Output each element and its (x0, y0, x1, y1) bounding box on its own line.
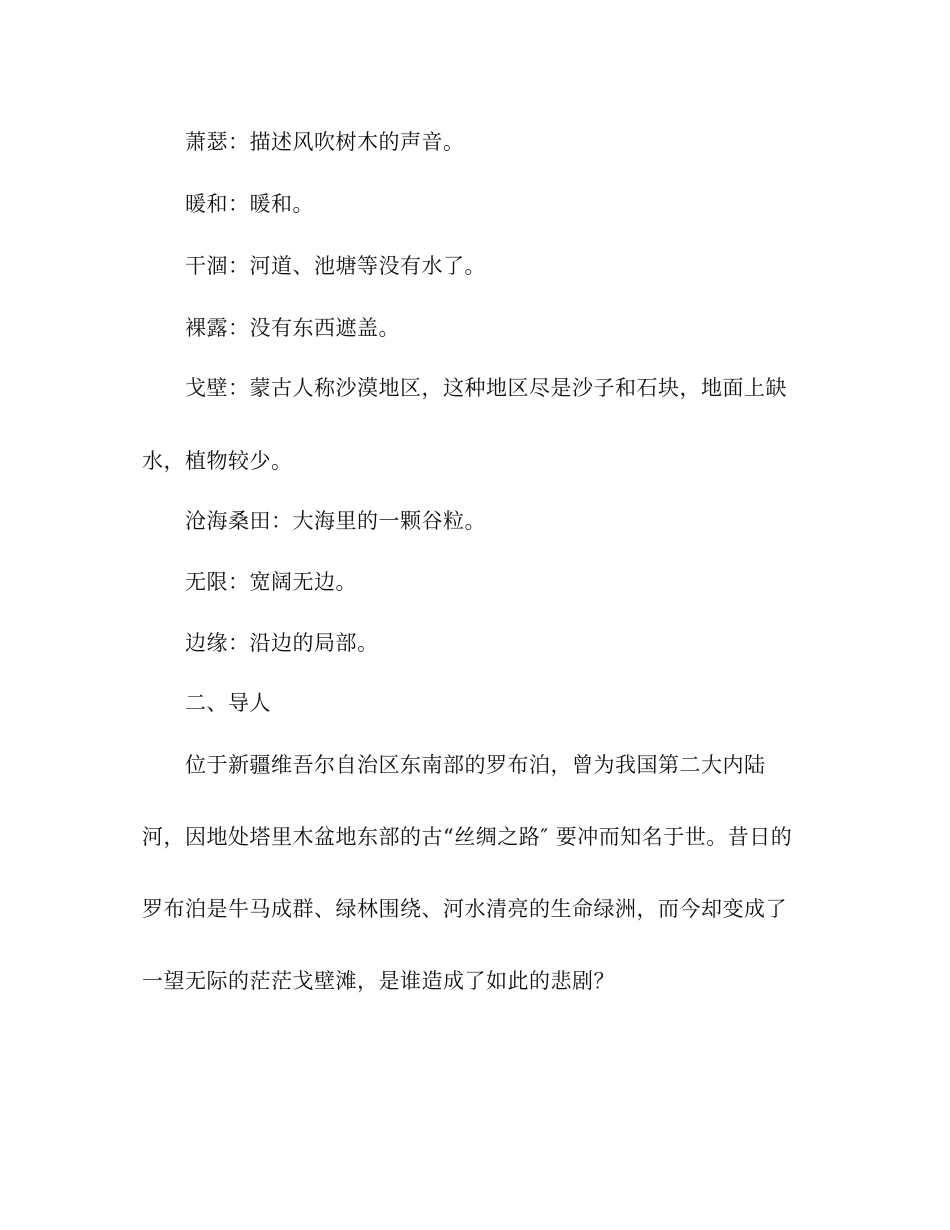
vocab-entry-luolu: 裸露：没有东西遮盖。 (185, 316, 400, 340)
vocab-entry-gebi-continued: 水，植物较少。 (142, 449, 293, 473)
intro-paragraph-line-4: 一望无际的茫茫戈壁滩，是谁造成了如此的悲剧？ (142, 969, 615, 993)
vocab-entry-wuxian: 无限：宽阔无边。 (185, 570, 357, 594)
intro-paragraph-line-3: 罗布泊是牛马成群、绿林围绕、河水清亮的生命绿洲，而今却变成了 (142, 897, 787, 921)
vocab-entry-gebi: 戈壁：蒙古人称沙漠地区，这种地区尽是沙子和石块，地面上缺 (185, 376, 787, 400)
vocab-entry-nuanhuo: 暖和：暖和。 (185, 192, 314, 216)
section-heading: 二、导人 (185, 691, 271, 715)
vocab-entry-canghai: 沧海桑田：大海里的一颗谷粒。 (185, 509, 486, 533)
vocab-entry-bianyuan: 边缘：沿边的局部。 (185, 631, 379, 655)
intro-paragraph-line-2: 河，因地处塔里木盆地东部的古“丝绸之路″ 要冲而知名于世。昔日的 (142, 825, 793, 849)
intro-paragraph-line-1: 位于新疆维吾尔自治区东南部的罗布泊，曾为我国第二大内陆 (185, 753, 766, 777)
vocab-entry-gande: 干涸：河道、池塘等没有水了。 (185, 254, 486, 278)
vocab-entry-xiaose: 萧瑟：描述风吹树木的声音。 (185, 130, 465, 154)
